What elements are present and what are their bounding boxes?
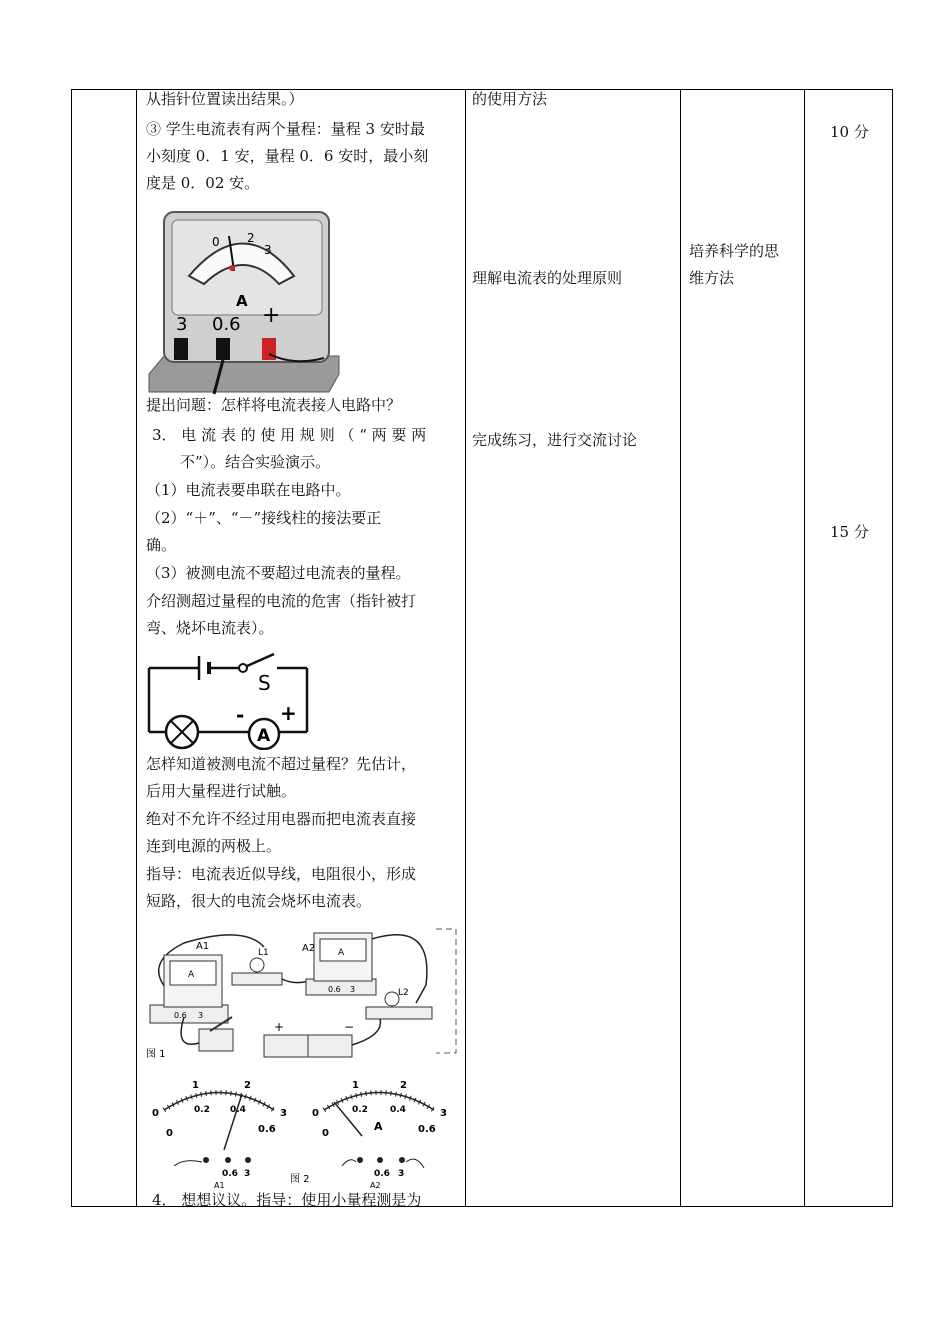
fig2-dial2-top-1: 1 (352, 1080, 359, 1091)
fig1-a1-terminal-06: 0.6 (174, 1011, 187, 1020)
text-estimate: 怎样知道被测电流不超过量程？先估计， (146, 755, 417, 773)
fig2-dial1-mid-04: 0.4 (230, 1105, 246, 1115)
fig2-dial1-low-06: 0.6 (258, 1124, 276, 1135)
fig2-dial2-end-3: 3 (440, 1108, 447, 1119)
fig1-meter-1-label: A (188, 970, 195, 980)
column-divider (136, 90, 137, 1206)
fig1-a1-label: A1 (196, 941, 210, 952)
fig1-l1-label: L1 (258, 948, 269, 958)
fig2-dial2-low-06: 0.6 (418, 1124, 436, 1135)
text-usage-method: 的使用方法 (472, 90, 548, 108)
fig2-dial1-term-3: 3 (244, 1169, 251, 1179)
fig2-dial1-low-0: 0 (166, 1128, 173, 1139)
fig1-battery-plus: + (274, 1020, 285, 1034)
text-goal: 培养科学的思 (689, 242, 780, 260)
meter-unit: A (236, 292, 248, 310)
column-divider (465, 90, 466, 1206)
text-rule-title: 3． 电 流 表 的 使 用 规 则 （ “ 两 要 两 (152, 426, 427, 444)
circuit-plus: + (280, 701, 297, 725)
fig2-dial2-term-06: 0.6 (374, 1169, 390, 1179)
fig2-a2-label: A2 (370, 1181, 381, 1190)
fig1-meter-2-label: A (338, 948, 345, 958)
fig2-dial2-mid-02: 0.2 (352, 1105, 368, 1115)
meter-terminal-plus: + (262, 303, 281, 328)
fig2-a1-label: A1 (214, 1181, 225, 1190)
text-min-scale: 小刻度 0．1 安，量程 0．6 安时，最小刻 (146, 147, 429, 165)
text-rule-title-end: 不”）。结合实验演示。 (180, 453, 331, 471)
fig2-dial2-low-0: 0 (322, 1128, 329, 1139)
circuit-diagram (144, 650, 314, 750)
fig1-caption: 图 1 (146, 1049, 166, 1060)
text-read-result: 从指针位置读出结果。） (146, 90, 304, 108)
meter-scale-3: 3 (264, 243, 272, 257)
circuit-minus: - (236, 703, 245, 727)
fig2-dial1-top-1: 1 (192, 1080, 199, 1091)
text-rule-1: （1）电流表要串联在电路中。 (146, 481, 351, 499)
fig2-dial2-mid-04: 0.4 (390, 1105, 406, 1115)
fig2-dial1-term-06: 0.6 (222, 1169, 238, 1179)
text-danger: 介绍测超过量程的电流的危害（指针被打 (146, 592, 417, 610)
text-never: 绝对不允许不经过用电器而把电流表直接 (146, 810, 417, 828)
text-question: 提出问题：怎样将电流表接人电路中？ (146, 396, 402, 414)
text-rule-2: （2）“＋”、“－”接线柱的接法要正 (146, 509, 382, 527)
fig1-a1-terminal-3: 3 (198, 1011, 204, 1020)
fig1-a2-label: A2 (302, 943, 316, 954)
fig1-battery-minus: − (344, 1020, 355, 1034)
fig2-dial1-mid-02: 0.2 (194, 1105, 210, 1115)
meter-scale-2: 2 (247, 231, 255, 245)
meter-scale-0: 0 (212, 235, 220, 249)
text-rule-3: （3）被测电流不要超过电流表的量程。 (146, 564, 411, 582)
text-never-end: 连到电源的两极上。 (146, 837, 282, 855)
fig2-dial2-end-0: 0 (312, 1108, 319, 1119)
fig2-dial1-top-2: 2 (244, 1080, 251, 1091)
text-discuss: 4． 想想议议。指导：使用小量程测是为 (152, 1191, 422, 1209)
circuit-ammeter-label: A (257, 726, 271, 746)
fig2-unit: A (374, 1120, 383, 1133)
text-guide: 指导：电流表近似导线，电阻很小，形成 (146, 865, 417, 883)
meter-terminal-06: 0.6 (212, 314, 241, 335)
text-understand-principle: 理解电流表的处理原则 (472, 269, 623, 287)
text-estimate-end: 后用大量程进行试触。 (146, 782, 297, 800)
text-guide-end: 短路，很大的电流会烧坏电流表。 (146, 892, 372, 910)
text-rule-2-end: 确。 (146, 536, 177, 554)
fig2-dial1-end-0: 0 (152, 1108, 159, 1119)
figure-1-experiment (144, 925, 462, 1063)
fig2-caption: 图 2 (290, 1174, 310, 1185)
fig1-l2-label: L2 (398, 988, 409, 998)
meter-terminal-3: 3 (176, 314, 188, 335)
fig1-a2-terminal-3: 3 (350, 985, 356, 994)
time-allocation-1: 10 分 (830, 123, 869, 141)
text-goal-end: 维方法 (689, 269, 735, 287)
fig2-dial2-top-2: 2 (400, 1080, 407, 1091)
text-min-scale-end: 度是 0．02 安。 (146, 174, 260, 192)
fig1-a2-terminal-06: 0.6 (328, 985, 341, 994)
column-divider (680, 90, 681, 1206)
text-complete-exercise: 完成练习，进行交流讨论 (472, 431, 638, 449)
column-divider (804, 90, 805, 1206)
text-danger-end: 弯、烧坏电流表）。 (146, 619, 274, 637)
fig2-dial1-end-3: 3 (280, 1108, 287, 1119)
fig2-dial2-term-3: 3 (398, 1169, 405, 1179)
ammeter-image (144, 206, 344, 396)
figure-2-dials (144, 1070, 462, 1190)
text-two-ranges: ③ 学生电流表有两个量程：量程 3 安时最 (146, 120, 425, 138)
time-allocation-2: 15 分 (830, 523, 869, 541)
switch-label: S (258, 671, 271, 695)
